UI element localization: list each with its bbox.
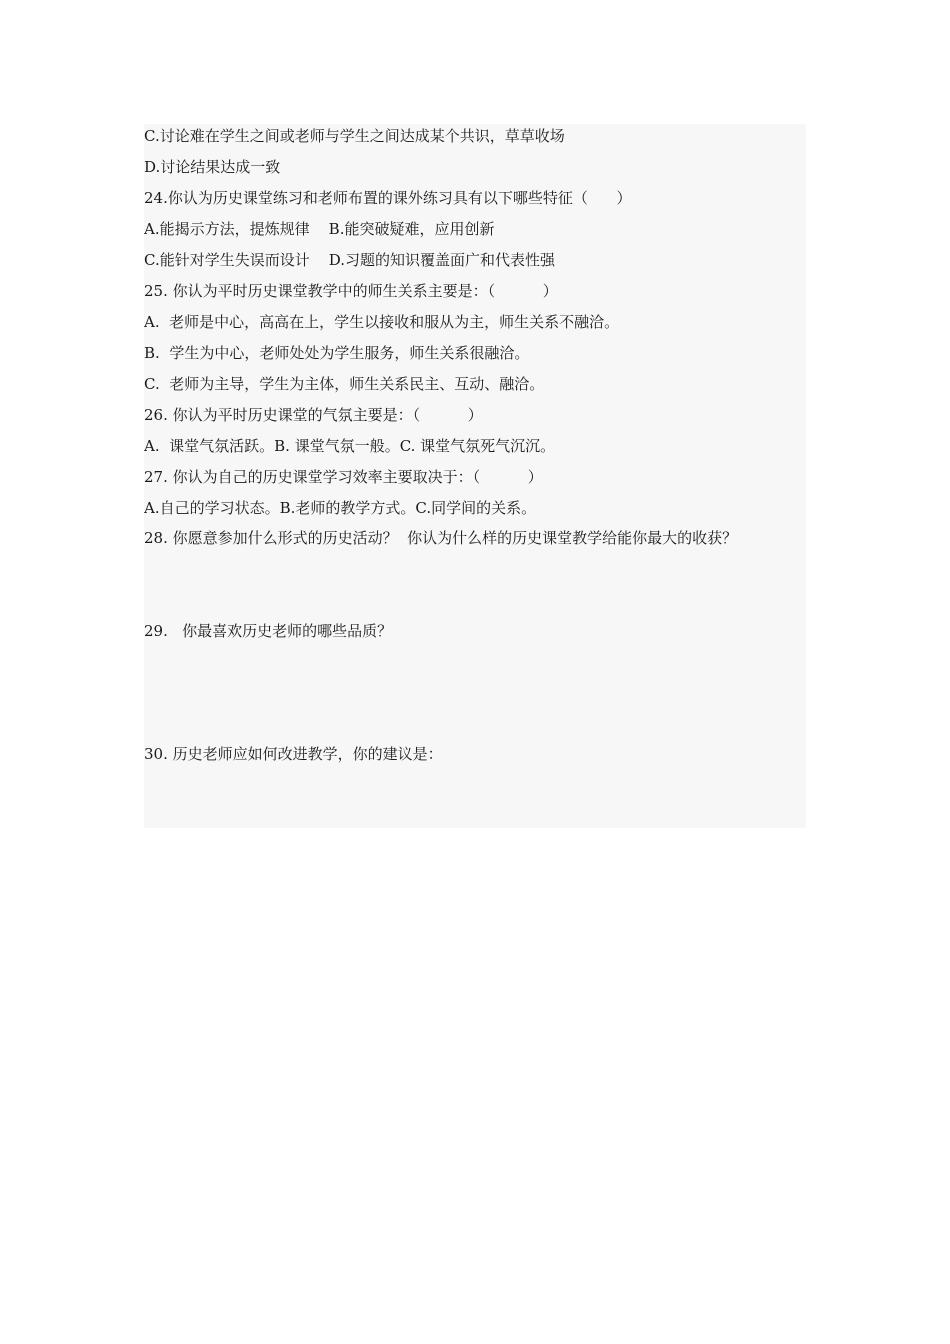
question-24-options-cd: C.能针对学生失误而设计 D.习题的知识覆盖面广和代表性强 [144, 251, 556, 269]
question-25-option-b: B. 学生为中心，老师处处为学生服务，师生关系很融洽。 [144, 344, 530, 362]
question-30: 30. 历史老师应如何改进教学，你的建议是： [144, 745, 443, 763]
question-25-option-a: A. 老师是中心，高高在上，学生以接收和服从为主，师生关系不融洽。 [144, 313, 620, 331]
question-23-option-c: C.讨论难在学生之间或老师与学生之间达成某个共识，草草收场 [144, 127, 565, 145]
question-29: 29. 你最喜欢历史老师的哪些品质？ [144, 622, 393, 640]
question-25: 25. 你认为平时历史课堂教学中的师生关系主要是：（ ） [144, 282, 558, 300]
question-27-options: A.自己的学习状态。B.老师的教学方式。C.同学间的关系。 [144, 499, 537, 517]
question-26-options: A. 课堂气氛活跃。B. 课堂气氛一般。C. 课堂气氛死气沉沉。 [144, 437, 556, 455]
question-25-option-c: C. 老师为主导，学生为主体，师生关系民主、互动、融洽。 [144, 375, 545, 393]
question-24-options-ab: A.能揭示方法，提炼规律 B.能突破疑难，应用创新 [144, 220, 495, 238]
document-content [144, 124, 806, 828]
question-26: 26. 你认为平时历史课堂的气氛主要是：（ ） [144, 406, 483, 424]
question-24: 24.你认为历史课堂练习和老师布置的课外练习具有以下哪些特征（ ） [144, 189, 632, 207]
question-27: 27. 你认为自己的历史课堂学习效率主要取决于：（ ） [144, 468, 543, 486]
question-23-option-d: D.讨论结果达成一致 [144, 158, 281, 176]
question-28: 28. 你愿意参加什么形式的历史活动？ 你认为什么样的历史课堂教学给能你最大的收获？ [144, 529, 738, 547]
